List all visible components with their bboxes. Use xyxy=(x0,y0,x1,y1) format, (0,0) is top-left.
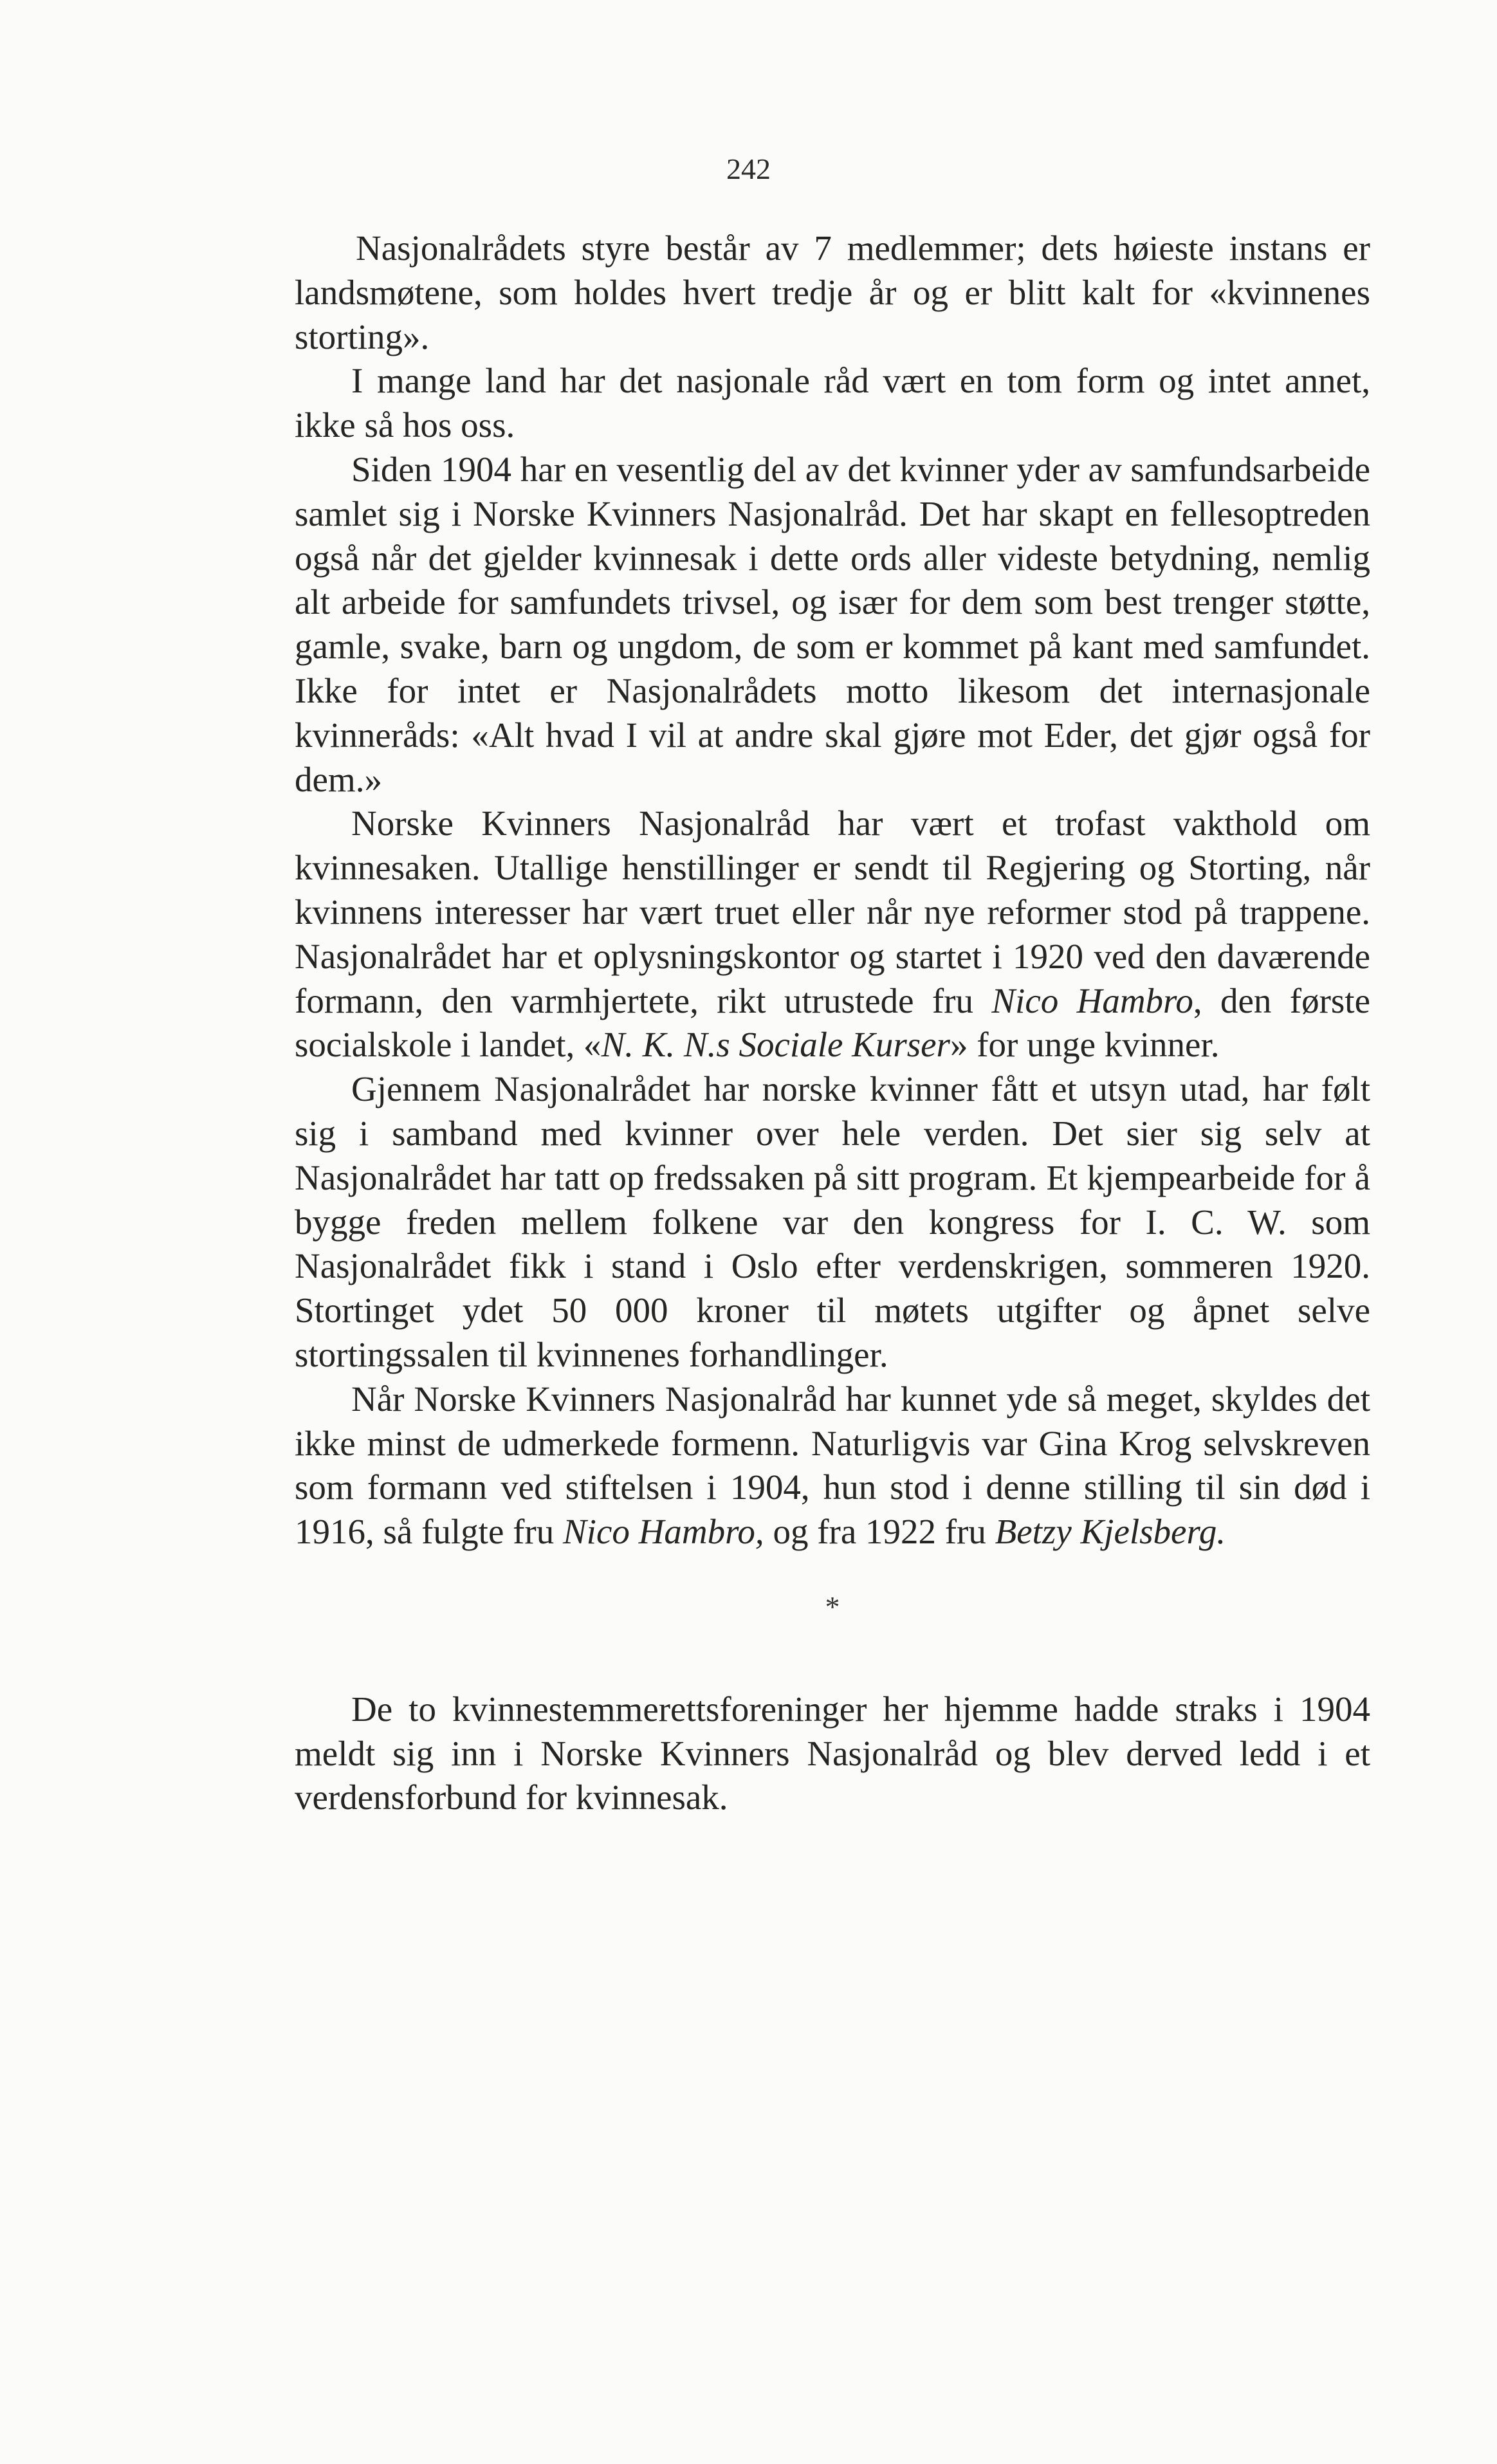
body-text xyxy=(295,226,1370,1820)
paragraph-4-text-b: , den første socialskole i landet, « xyxy=(295,980,1370,1065)
paragraph-4 xyxy=(295,802,1370,1067)
person-name-betzy-kjelsberg: Betzy Kjelsberg. xyxy=(995,1512,1226,1552)
section-separator: * xyxy=(825,1590,840,1623)
paragraph-7: De to kvinnestemmerettsforeninger her hjemme hadde straks i 1904 meldt sig inn i Norske Kvinners Nasjonalråd og blev derved ledd i et verdensforbund for kvinnesak. xyxy=(295,1689,1370,1817)
course-name: N. K. N.s Sociale Kurser xyxy=(601,1025,950,1065)
person-name-nico-hambro: Nico Hambro xyxy=(991,980,1193,1020)
paragraph-6-text-a: Når Norske Kvinners Nasjonalråd har kunnet yde så meget, skyldes det ikke minst de udmerkede formenn. Naturligvis var Gina Krog selvskreven som formann ved stiftelsen i 1904, hun stod i denne stilling til sin død i 1916, så fulgte fru xyxy=(295,1379,1370,1552)
page-number: 242 xyxy=(726,152,771,185)
paragraph-4-text-c: » for unge kvinner. xyxy=(950,1025,1220,1065)
person-name-nico-hambro-2: Nico Hambro, xyxy=(563,1512,764,1552)
paragraph-6-text-b: og fra 1922 fru xyxy=(764,1512,995,1552)
paragraph-1: Nasjonalrådets styre består av 7 medlemmer; dets høieste instans er landsmøtene, som holdes hvert tredje år og er blitt kalt for «kvinnenes storting». xyxy=(295,228,1370,356)
paragraph-2: I mange land har det nasjonale råd vært en tom form og intet annet, ikke så hos oss. xyxy=(295,361,1370,445)
paragraph-4-text-a: Norske Kvinners Nasjonalråd har vært et trofast vakthold om kvinnesaken. Utallige henstillinger er sendt til Regjering og Storting, når kvinnens interesser har vært truet eller når nye reformer stod på trappene. Nasjonalrådet har et oplysningskontor og startet i 1920 ved den daværende formann, den varmhjertete, rikt utrustede fru xyxy=(295,804,1370,1020)
paragraph-5: Gjennem Nasjonalrådet har norske kvinner fått et utsyn utad, har følt sig i samband med kvinner over hele verden. Det sier sig selv at Nasjonalrådet har tatt op fredssaken på sitt program. Et kjempearbeide for å bygge freden mellem folkene var den kongress for I. C. W. som Nasjonalrådet fikk i stand i Oslo efter verdenskrigen, sommeren 1920. Stortinget ydet 50 000 kroner til møtets utgifter og åpnet selve stortingssalen til kvinnenes forhandlinger. xyxy=(295,1069,1370,1374)
paragraph-6 xyxy=(295,1377,1370,1554)
paragraph-3: Siden 1904 har en vesentlig del av det kvinner yder av samfundsarbeide samlet sig i Norske Kvinners Nasjonalråd. Det har skapt en fellesoptreden også når det gjelder kvinnesak i dette ords aller videste betydning, nemlig alt arbeide for samfundets trivsel, og især for dem som best trenger støtte, gamle, svake, barn og ungdom, de som er kommet på kant med samfundet. Ikke for intet er Nasjonalrådets motto likesom det internasjonale kvinneråds: «Alt hvad I vil at andre skal gjøre mot Eder, det gjør også for dem.» xyxy=(295,449,1370,799)
